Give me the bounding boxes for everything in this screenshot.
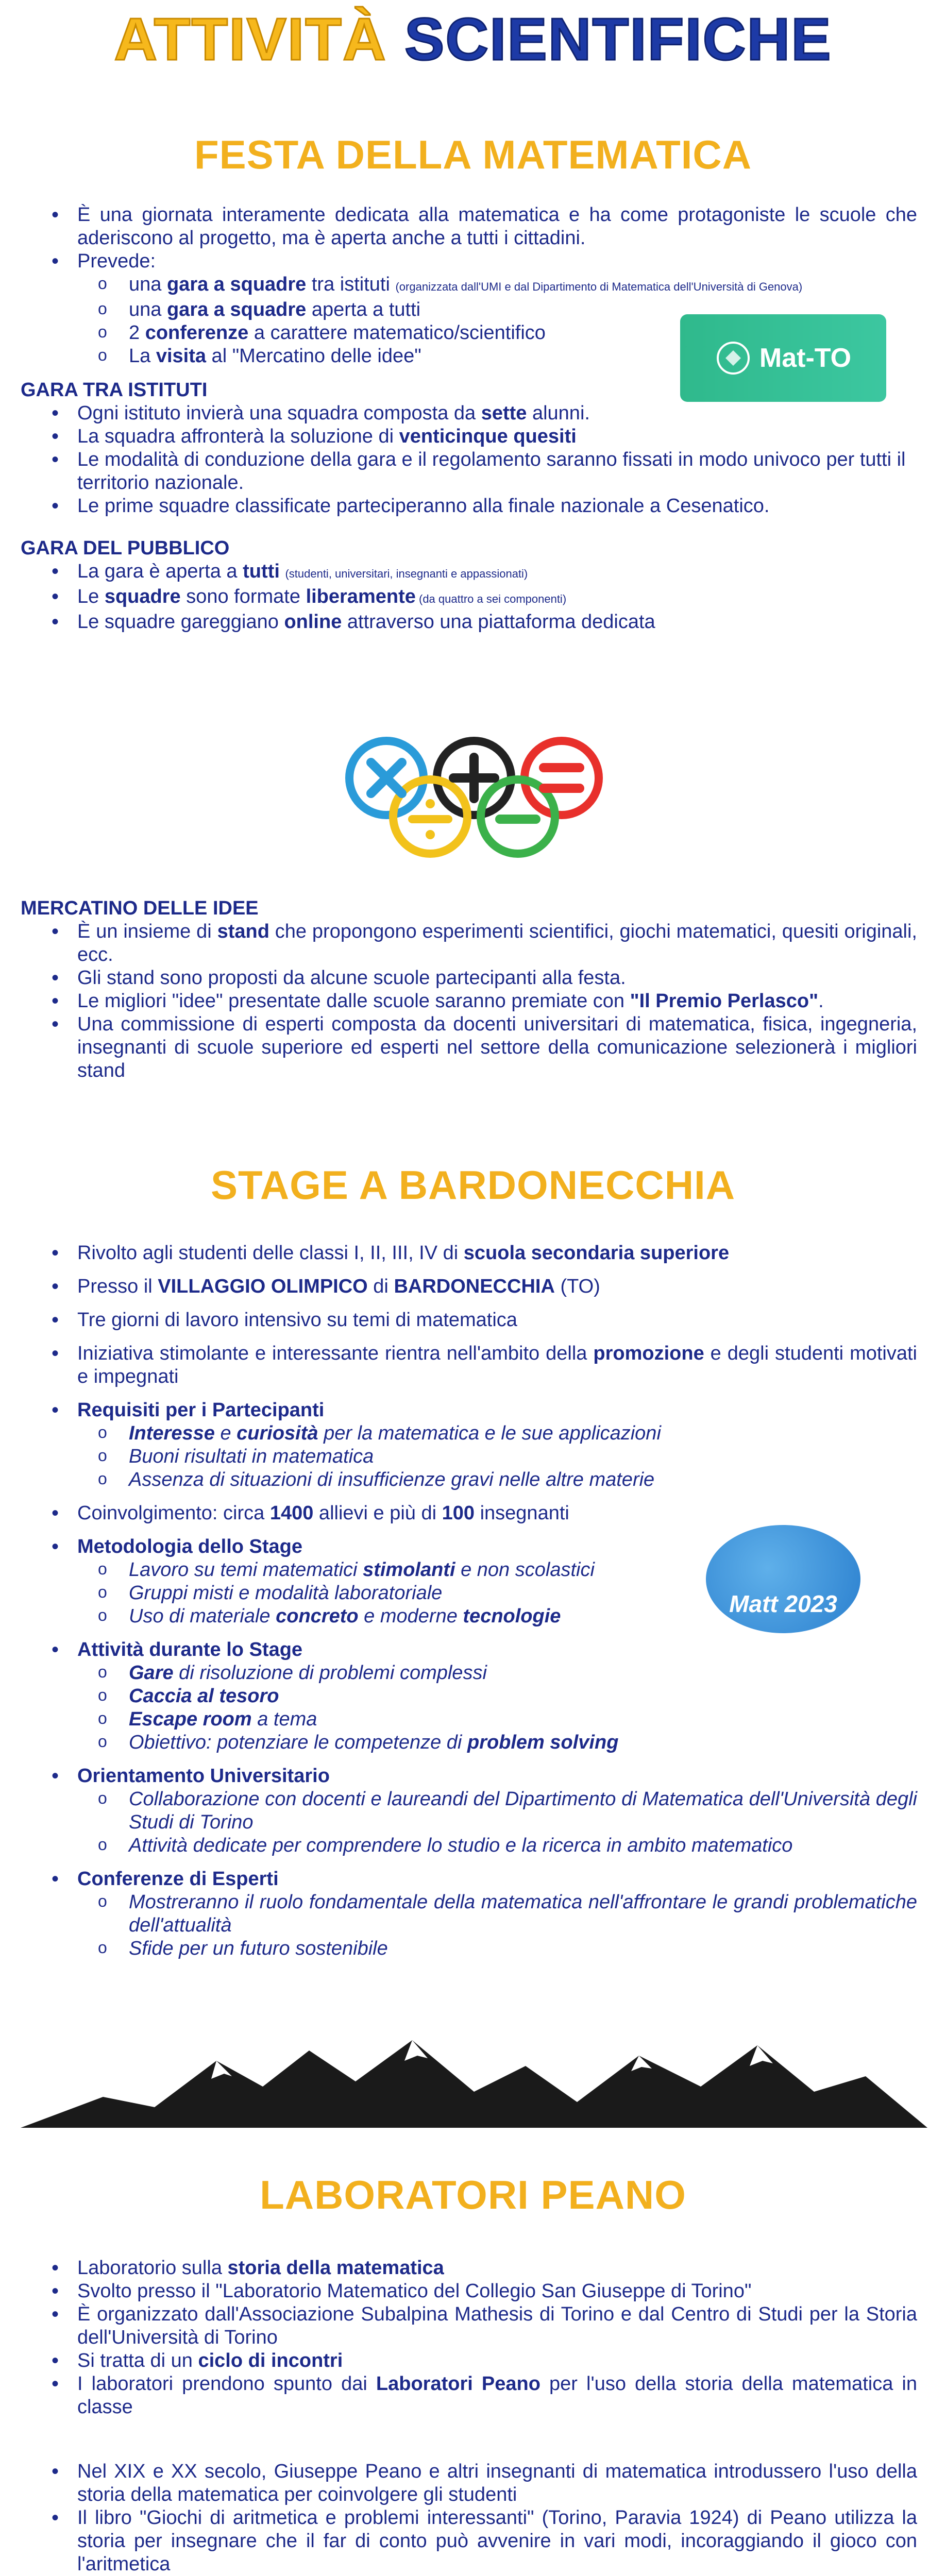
list-item: o Caccia al tesoro	[21, 1685, 917, 1708]
divide-icon	[412, 799, 448, 839]
list-item: o Uso di materiale concreto e moderne tecnologie	[21, 1605, 917, 1628]
list-item: • Nel XIX e XX secolo, Giuseppe Peano e altri insegnanti di matematica introdussero l'uso della storia della matematica per coinvolgere gli studenti	[21, 2460, 917, 2506]
list-item: • Attività durante lo Stage	[21, 1638, 917, 1662]
list-item: • Presso il VILLAGGIO OLIMPICO di BARDONECCHIA (TO)	[21, 1275, 917, 1298]
list-item: • Una commissione di esperti composta da docenti universitari di matematica, fisica, ingegneria, insegnanti di scuole superiore ed esperti nel settore della comunicazione selezionerà i migliori stand	[21, 1013, 917, 1082]
list-item: • Si tratta di un ciclo di incontri	[21, 2349, 917, 2372]
list-item: o Lavoro su temi matematici stimolanti e non scolastici	[21, 1558, 917, 1582]
matt-2023-badge: Matt 2023	[706, 1525, 860, 1633]
list-item: o 2 conferenze a carattere matematico/scientifico	[21, 321, 917, 345]
list-item: • È organizzato dall'Associazione Subalpina Mathesis di Torino e dal Centro di Studi per la Storia dell'Università di Torino	[21, 2303, 917, 2349]
list-item: • I laboratori prendono spunto dai Laboratori Peano per l'uso della storia della matematica in classe	[21, 2372, 917, 2419]
list-item: • È un insieme di stand che propongono esperimenti scientifici, giochi matematici, quesiti originali, ecc.	[21, 920, 917, 967]
list-item: • Il libro "Giochi di aritmetica e problemi interessanti" (Torino, Paravia 1924) di Peano utilizza la storia per insegnare che il far di conto può avvenire in vari modi, incoraggiando il gioco con l'aritmetica	[21, 2506, 917, 2576]
title-part-1: ATTIVITÀ	[114, 6, 387, 73]
list-item: o Mostreranno il ruolo fondamentale della matematica nell'affrontare le grandi problematiche dell'attualità	[21, 1891, 917, 1937]
list-item: • Laboratorio sulla storia della matematica	[21, 2257, 917, 2280]
section-title-stage: STAGE A BARDONECCHIA	[210, 1162, 736, 1208]
list-item: o Gruppi misti e modalità laboratoriale	[21, 1582, 917, 1605]
list-item: o Escape room a tema	[21, 1708, 917, 1731]
mercatino-heading: MERCATINO DELLE IDEE	[21, 897, 259, 919]
list-item: • La gara è aperta a tutti (studenti, universitari, insegnanti e appassionati)	[21, 560, 917, 585]
list-item: • Rivolto agli studenti delle classi I, II, III, IV di scuola secondaria superiore	[21, 1242, 917, 1265]
list-item: • Tre giorni di lavoro intensivo su temi di matematica	[21, 1309, 917, 1332]
list-item: • Le migliori "idee" presentate dalle scuole saranno premiate con "Il Premio Perlasco".	[21, 990, 917, 1013]
section-title-festa: FESTA DELLA MATEMATICA	[194, 132, 752, 177]
list-item: o Obiettivo: potenziare le competenze di problem solving	[21, 1731, 917, 1754]
list-item: • Le modalità di conduzione della gara e il regolamento saranno fissati in modo univoco per tutti il territorio nazionale.	[21, 448, 917, 495]
list-item: • Ogni istituto invierà una squadra composta da sette alunni.	[21, 402, 917, 425]
istituti-heading: GARA TRA ISTITUTI	[21, 379, 208, 401]
mountains-illustration	[21, 2020, 927, 2138]
list-item: o Attività dedicate per comprendere lo studio e la ricerca in ambito matematico	[21, 1834, 917, 1857]
festa-intro: • È una giornata interamente dedicata alla matematica e ha come protagoniste le scuole che aderiscono al progetto, ma è aperta anche a tutti i cittadini.	[21, 204, 917, 250]
multiply-icon	[371, 762, 402, 793]
list-item: • Conferenze di Esperti	[21, 1868, 917, 1891]
list-item: o Sfide per un futuro sostenibile	[21, 1937, 917, 1960]
list-item: o Buoni risultati in matematica	[21, 1445, 917, 1468]
list-item: o Assenza di situazioni di insufficienze gravi nelle altre materie	[21, 1468, 917, 1492]
list-item: • Iniziativa stimolante e interessante rientra nell'ambito della promozione e degli studenti motivati e impegnati	[21, 1342, 917, 1388]
list-item: • Metodologia dello Stage	[21, 1535, 917, 1558]
list-item: • Orientamento Universitario	[21, 1765, 917, 1788]
list-item: o Gare di risoluzione di problemi complessi	[21, 1662, 917, 1685]
math-rings-logo	[330, 732, 618, 866]
list-item: • Le prime squadre classificate parteciperanno alla finale nazionale a Cesenatico.	[21, 495, 917, 518]
list-item: o Collaborazione con docenti e laureandi del Dipartimento di Matematica dell'Università degli Studi di Torino	[21, 1788, 917, 1834]
list-item: o La visita al "Mercatino delle idee"	[21, 345, 917, 368]
equals-icon	[544, 768, 580, 788]
festa-prevede: • Prevede:	[21, 250, 917, 273]
title-part-2: SCIENTIFICHE	[404, 6, 832, 73]
page-title	[0, 3, 946, 75]
mat-to-logo: Mat-TO	[680, 314, 886, 402]
mat-to-icon	[715, 340, 751, 376]
mercatino-block	[21, 896, 917, 1082]
list-item: • Le squadre gareggiano online attraverso una piattaforma dedicata	[21, 611, 917, 634]
list-item: o una gara a squadre tra istituti (organizzata dall'UMI e dal Dipartimento di Matematica dell'Università di Genova)	[21, 273, 917, 298]
list-item: o una gara a squadre aperta a tutti	[21, 298, 917, 321]
list-item: • Gli stand sono proposti da alcune scuole partecipanti alla festa.	[21, 967, 917, 990]
section-title-peano: LABORATORI PEANO	[260, 2172, 686, 2217]
list-item: • Svolto presso il "Laboratorio Matematico del Collegio San Giuseppe di Torino"	[21, 2280, 917, 2303]
list-item: • La squadra affronterà la soluzione di venticinque quesiti	[21, 425, 917, 448]
list-item: • Coinvolgimento: circa 1400 allievi e più di 100 insegnanti	[21, 1502, 917, 1525]
pubblico-heading: GARA DEL PUBBLICO	[21, 537, 230, 559]
list-item: • Le squadre sono formate liberamente (da quattro a sei componenti)	[21, 585, 917, 611]
list-item: o Interesse e curiosità per la matematica e le sue applicazioni	[21, 1422, 917, 1445]
peano-block	[21, 2257, 917, 2576]
list-item: • Requisiti per i Partecipanti	[21, 1399, 917, 1422]
festa-block	[21, 204, 917, 634]
